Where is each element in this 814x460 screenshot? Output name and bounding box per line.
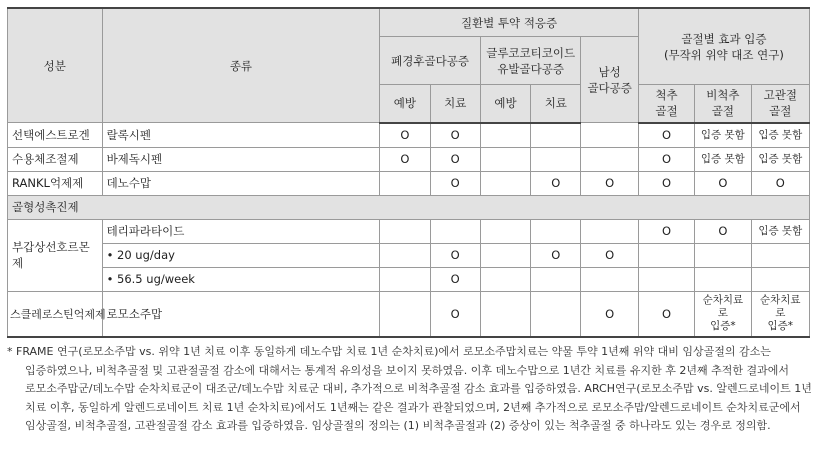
cell-pm-prevent — [380, 267, 430, 291]
cell-pm-prevent — [380, 291, 430, 337]
header-hip — [751, 85, 809, 123]
footnote-line: * FRAME 연구(로모소주맙 vs. 위약 1년 치료 이후 동일하게 데노수맙 치료 1년 순차치료)에서 로모소주맙치료는 약물 투약 1년째 위약 대비 임상골절의 감소는 — [7, 345, 771, 358]
table-row — [8, 243, 810, 267]
table-row — [8, 219, 810, 243]
cell-spine: O — [638, 147, 694, 171]
table-row — [8, 123, 810, 148]
cell-male: O — [581, 171, 638, 195]
cell-gc-treat: O — [531, 243, 581, 267]
header-glucocorticoid-line1: 글루코코티코이드 — [486, 45, 576, 60]
cell-type: • 56.5 ug/week — [102, 267, 380, 291]
cell-gc-treat — [531, 219, 581, 243]
header-gc-treat: 치료 — [531, 85, 581, 123]
cell-nonspine — [695, 291, 751, 337]
cell-gc-prevent — [480, 123, 530, 148]
cell-pm-prevent — [380, 171, 430, 195]
cell-male: O — [581, 291, 638, 337]
header-nonspine-line1: 비척추 — [706, 88, 740, 103]
osteoporosis-drug-table-container — [7, 7, 810, 338]
cell-gc-treat — [531, 123, 581, 148]
header-nonspine — [695, 85, 751, 123]
header-gc-prevent: 예방 — [480, 85, 530, 123]
cell-male: O — [581, 243, 638, 267]
section-label: 골형성촉진제 — [8, 195, 810, 219]
header-glucocorticoid — [480, 37, 581, 85]
cell-pm-prevent — [380, 243, 430, 267]
header-effect-group — [638, 8, 809, 85]
cell-type: 랄록시펜 — [102, 123, 380, 148]
cell-type: 바제독시펜 — [102, 147, 380, 171]
cell-hip-line2: 입증* — [767, 320, 794, 332]
cell-gc-prevent — [480, 291, 530, 337]
header-hip-line1: 고관절 — [763, 88, 797, 103]
cell-ingredient: 선택에스트로겐 — [8, 123, 103, 148]
table-row — [8, 291, 810, 337]
cell-hip: O — [751, 171, 809, 195]
cell-spine: O — [638, 123, 694, 148]
cell-nonspine: O — [695, 219, 751, 243]
header-male-line2: 골다공증 — [587, 80, 632, 95]
header-male-line1: 남성 — [598, 64, 621, 79]
cell-pm-treat: O — [430, 171, 480, 195]
cell-type: 테리파라타이드 — [102, 219, 380, 243]
cell-pm-prevent — [380, 219, 430, 243]
cell-gc-treat: O — [531, 171, 581, 195]
cell-male — [581, 147, 638, 171]
cell-ingredient: 수용체조절제 — [8, 147, 103, 171]
cell-gc-prevent — [480, 171, 530, 195]
cell-nonspine-line1: 순차치료로 — [702, 294, 744, 319]
cell-spine — [638, 267, 694, 291]
table-row — [8, 171, 810, 195]
cell-hip: 입증 못함 — [751, 219, 809, 243]
cell-ingredient: RANKL억제제 — [8, 171, 103, 195]
cell-pm-treat: O — [430, 267, 480, 291]
header-spine-line2: 골절 — [655, 104, 678, 119]
footnote — [7, 343, 812, 436]
cell-pm-treat: O — [430, 243, 480, 267]
cell-type: 로모소주맙 — [102, 291, 380, 337]
cell-hip — [751, 291, 809, 337]
cell-gc-treat — [531, 267, 581, 291]
table-row — [8, 267, 810, 291]
cell-nonspine: 입증 못함 — [695, 147, 751, 171]
footnote-line: 치료 이후, 동일하게 알렌드로네이트 치료 1년 순차치료)에서도 1년째는 같은 결과가 관찰되었으며, 2년째 추가적으로 로모소주맙/알렌드로네이트 순차치료군에서 — [25, 400, 801, 414]
header-effect-line1: 골절별 효과 입증 — [681, 31, 767, 46]
cell-gc-treat — [531, 147, 581, 171]
osteoporosis-drug-table — [7, 7, 810, 338]
cell-spine — [638, 243, 694, 267]
cell-spine: O — [638, 171, 694, 195]
cell-pm-treat — [430, 219, 480, 243]
header-male — [581, 37, 638, 123]
cell-gc-prevent — [480, 147, 530, 171]
cell-hip-line1: 순차치료로 — [759, 294, 801, 319]
cell-hip — [751, 267, 809, 291]
cell-nonspine-line2: 입증* — [710, 320, 736, 332]
table-row — [8, 147, 810, 171]
header-effect-line2: (무작위 위약 대조 연구) — [663, 47, 784, 62]
header-hip-line2: 골절 — [769, 104, 792, 119]
section-row — [8, 195, 810, 219]
cell-gc-prevent — [480, 219, 530, 243]
cell-hip: 입증 못함 — [751, 123, 809, 148]
header-glucocorticoid-line2: 유발골다공증 — [497, 61, 564, 76]
cell-gc-treat — [531, 291, 581, 337]
footnote-line: 임상골절, 비척추골절, 고관절골절 감소 효과를 입증하였음. 임상골절의 정의는 (1) 비척추골절과 (2) 증상이 있는 척추골절 중 하나라도 있는 경우로 정의함. — [25, 419, 771, 432]
cell-ingredient: 스클레로스틴억제제 — [8, 291, 103, 337]
cell-hip — [751, 243, 809, 267]
cell-pm-treat: O — [430, 147, 480, 171]
cell-gc-prevent — [480, 267, 530, 291]
header-type: 종류 — [102, 8, 380, 123]
cell-pm-prevent: O — [380, 147, 430, 171]
footnote-line: 입증하였으나, 비척추골절 및 고관절골절 감소에 대해서는 통계적 유의성을 보이지 못하였음. 이후 데노수맙으로 1년간 치료를 유지한 후 2년째 추적한 결과에서 — [25, 363, 789, 377]
cell-ingredient: 부갑상선호르몬제 — [8, 219, 103, 291]
cell-nonspine: 입증 못함 — [695, 123, 751, 148]
header-spine-line1: 척추 — [655, 88, 678, 103]
cell-nonspine — [695, 267, 751, 291]
cell-spine: O — [638, 219, 694, 243]
cell-spine: O — [638, 291, 694, 337]
cell-hip: 입증 못함 — [751, 147, 809, 171]
cell-pm-treat: O — [430, 123, 480, 148]
cell-nonspine — [695, 243, 751, 267]
cell-pm-treat: O — [430, 291, 480, 337]
header-ingredient: 성분 — [8, 8, 103, 123]
footnote-line: 로모소주맙군/데노수맙 순차치료군이 대조군/데노수맙 치료군 대비, 추가적으로 비척추골절 감소 효과를 입증하였음. ARCH연구(로모소주맙 vs. 알렌드로네이트 1년 — [25, 382, 812, 395]
cell-male — [581, 219, 638, 243]
header-pm-prevent: 예방 — [380, 85, 430, 123]
cell-pm-prevent: O — [380, 123, 430, 148]
header-postmenopausal: 폐경후골다공증 — [380, 37, 481, 85]
cell-nonspine: O — [695, 171, 751, 195]
cell-type: 데노수맙 — [102, 171, 380, 195]
header-indication-group: 질환별 투약 적응증 — [380, 8, 639, 37]
header-spine — [638, 85, 694, 123]
header-pm-treat: 치료 — [430, 85, 480, 123]
cell-type: • 20 ug/day — [102, 243, 380, 267]
cell-gc-prevent — [480, 243, 530, 267]
header-nonspine-line2: 골절 — [711, 104, 734, 119]
cell-male — [581, 123, 638, 148]
cell-male — [581, 267, 638, 291]
